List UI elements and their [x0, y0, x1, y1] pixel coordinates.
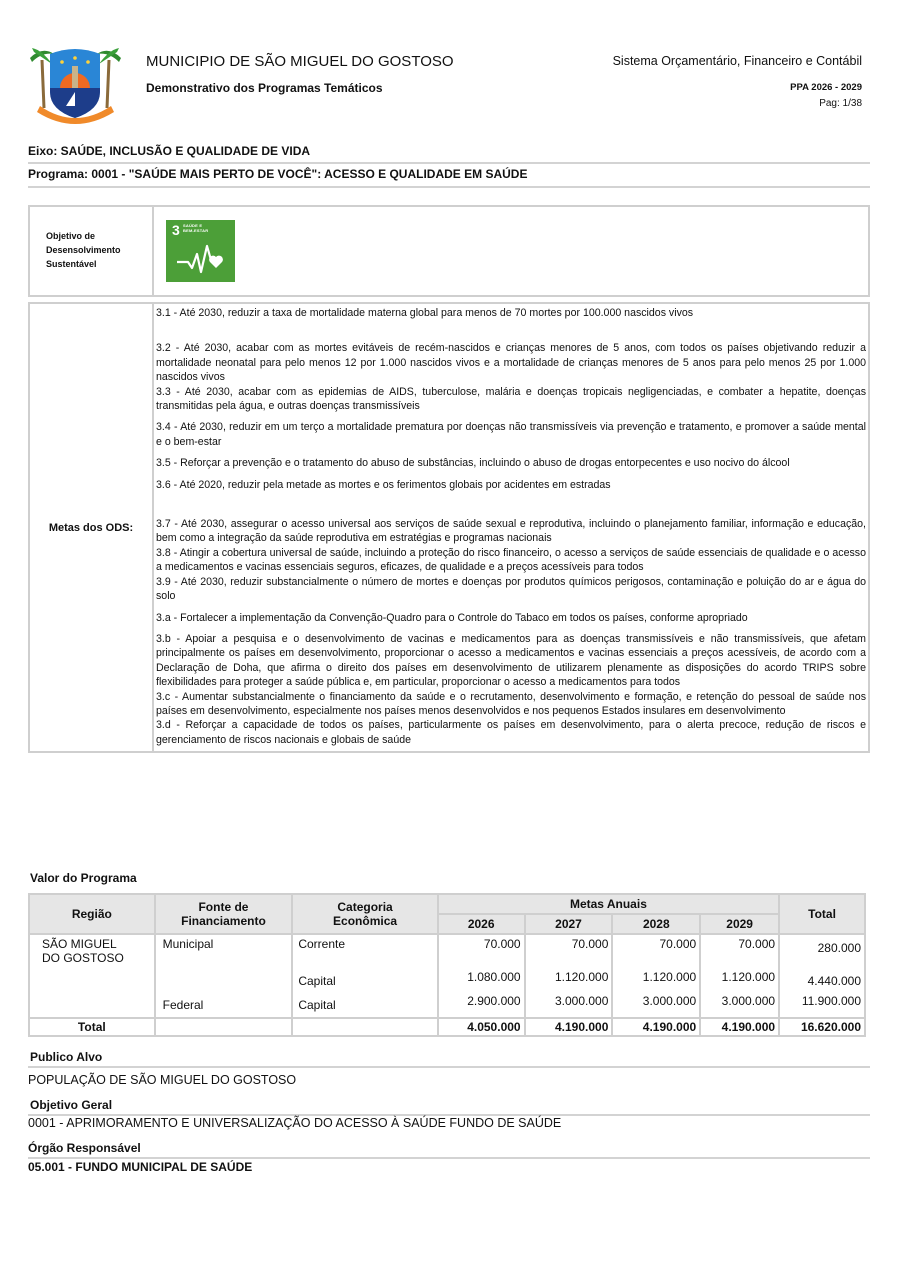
col-metas-anuais: Metas Anuais	[438, 894, 779, 914]
meta-item: 3.8 - Atingir a cobertura universal de saúde, incluindo a proteção do risco financeiro, o acesso a serviços de saúde essenciais de qualidade e o acesso a medicamentos e vacinas essenciais seguros, eficazes, de qualidade e a preços acessíveis para todos	[156, 546, 866, 574]
ppa-period: PPA 2026 - 2029	[790, 82, 862, 93]
col-year: 2027	[525, 914, 613, 934]
orgao-responsavel-label: Órgão Responsável	[28, 1141, 870, 1159]
meta-item: 3.a - Fortalecer a implementação da Convenção-Quadro para o Controle do Tabaco em todos os países, conforme apropriado	[156, 611, 748, 624]
document-title: Demonstrativo dos Programas Temáticos	[146, 81, 383, 95]
col-total: Total	[779, 894, 865, 934]
sdg-3-health-icon: 3 SAÚDE E BEM-ESTAR	[166, 220, 235, 282]
report-header	[0, 0, 900, 130]
meta-item: 3.c - Aumentar substancialmente o financiamento da saúde e o recrutamento, desenvolvimento e formação, e retenção do pessoal de saúde nos países em desenvolvimento, especialmente nos países menos desenvolvidos e nos pequenos Estados insulares em desenvolvimento	[156, 690, 866, 717]
municipality-name: MUNICIPIO DE SÃO MIGUEL DO GOSTOSO	[146, 53, 454, 70]
programa-heading: Programa: 0001 - "SAÚDE MAIS PERTO DE VOCÊ": ACESSO E QUALIDADE EM SAÚDE	[28, 167, 870, 188]
meta-item: 3.b - Apoiar a pesquisa e o desenvolvimento de vacinas e medicamentos para as doenças transmissíveis e não transmissíveis, que afetam principalmente os países em desenvolvimento, proporcionar o acesso a medicamentos e vacinas essenciais a preços acessíveis, de acordo com a Declaração de Doha, que afirma o direito dos países em desenvolvimento de utilizarem plenamente as disposições do acordo TRIPS sobre flexibilidades para proteger a saúde pública e, em particular, proporcionar o acesso a medicamentos para todos	[156, 632, 866, 689]
cell-regiao: SÃO MIGUEL DO GOSTOSO	[29, 934, 155, 968]
municipal-coat-of-arms-icon	[28, 40, 123, 125]
meta-item: 3.6 - Até 2020, reduzir pela metade as mortes e os ferimentos globais por acidentes em estradas	[156, 478, 611, 491]
objetivo-geral-label: Objetivo Geral	[28, 1098, 870, 1116]
publico-alvo-value: POPULAÇÃO DE SÃO MIGUEL DO GOSTOSO	[28, 1073, 297, 1087]
table-row: Capital 1.080.000 1.120.000 1.120.000 1.120.000 4.440.000	[29, 968, 865, 992]
publico-alvo-label: Publico Alvo	[28, 1050, 870, 1068]
system-name: Sistema Orçamentário, Financeiro e Contábil	[612, 54, 862, 68]
heartbeat-icon	[176, 242, 226, 276]
eixo-heading: Eixo: SAÚDE, INCLUSÃO E QUALIDADE DE VIDA	[28, 144, 870, 164]
valor-programa-table	[28, 893, 866, 1037]
meta-item: 3.5 - Reforçar a prevenção e o tratamento do abuso de substâncias, incluindo o abuso de drogas entorpecentes e uso nocivo do álcool	[156, 457, 790, 470]
page-number: Pag: 1/38	[819, 98, 862, 109]
cell-fonte: Municipal	[155, 934, 293, 968]
total-row: Total 4.050.000 4.190.000 4.190.000 4.190.000 16.620.000	[29, 1018, 865, 1036]
objetivo-geral-value: 0001 - APRIMORAMENTO E UNIVERSALIZAÇÃO DO ACESSO À SAÚDE FUNDO DE SAÚDE	[28, 1116, 562, 1130]
meta-item: 3.7 - Até 2030, assegurar o acesso universal aos serviços de saúde sexual e reprodutiva, incluindo o planejamento familiar, informação e educação, bem como a integração da saúde reprodutiva em estratégias e programas nacionais	[156, 518, 866, 545]
col-categoria: Categoria Econômica	[292, 894, 437, 934]
total-label: Total	[29, 1018, 155, 1036]
orgao-responsavel-value: 05.001 - FUNDO MUNICIPAL DE SAÚDE	[28, 1160, 253, 1174]
ods-table	[28, 205, 870, 297]
table-row: SÃO MIGUEL DO GOSTOSO Municipal Corrente 70.000 70.000 70.000 70.000 280.000	[29, 934, 865, 968]
table-row: Federal Capital 2.900.000 3.000.000 3.000.000 3.000.000 11.900.000	[29, 992, 865, 1018]
cell-categoria: Corrente	[292, 934, 437, 968]
valor-programa-title: Valor do Programa	[30, 871, 137, 885]
metas-table	[28, 302, 870, 753]
metas-label: Metas dos ODS:	[29, 303, 153, 752]
meta-item: 3.4 - Até 2030, reduzir em um terço a mortalidade prematura por doenças não transmissíveis via prevenção e tratamento, e promover a saúde mental e o bem-estar	[156, 421, 866, 448]
col-fonte: Fonte de Financiamento	[155, 894, 293, 934]
ods-label: Objetivo de Desensolvimento Sustentável	[29, 206, 153, 296]
meta-item: 3.2 - Até 2030, acabar com as mortes evitáveis de recém-nascidos e crianças menores de 5 anos, com todos os países objetivando reduzir a mortalidade neonatal para pelo menos 12 por 1.000 nascidos vivos e a mortalidade de crianças menores de 5 anos para pelo menos 25 por 1.000 nascidos vivos	[156, 342, 866, 384]
meta-item: 3.d - Reforçar a capacidade de todos os países, particularmente os países em desenvolvimento, para o alerta precoce, redução de riscos e gerenciamento de riscos nacionais e globais de saúde	[156, 719, 866, 746]
meta-item: 3.1 - Até 2030, reduzir a taxa de mortalidade materna global para menos de 70 mortes por 100.000 nascidos vivos	[156, 307, 694, 319]
metas-list	[153, 303, 869, 752]
meta-item: 3.9 - Até 2030, reduzir substancialmente o número de mortes e doenças por produtos químicos perigosos, contaminação e poluição do ar e água do solo	[156, 575, 866, 603]
col-year: 2028	[612, 914, 700, 934]
col-year: 2029	[700, 914, 779, 934]
meta-item: 3.3 - Até 2030, acabar com as epidemias de AIDS, tuberculose, malária e doenças tropicais negligenciadas, e combater a hepatite, doenças transmitidas pela água, e outras doenças transmissíveis	[156, 385, 866, 413]
col-year: 2026	[438, 914, 525, 934]
col-regiao: Região	[29, 894, 155, 934]
